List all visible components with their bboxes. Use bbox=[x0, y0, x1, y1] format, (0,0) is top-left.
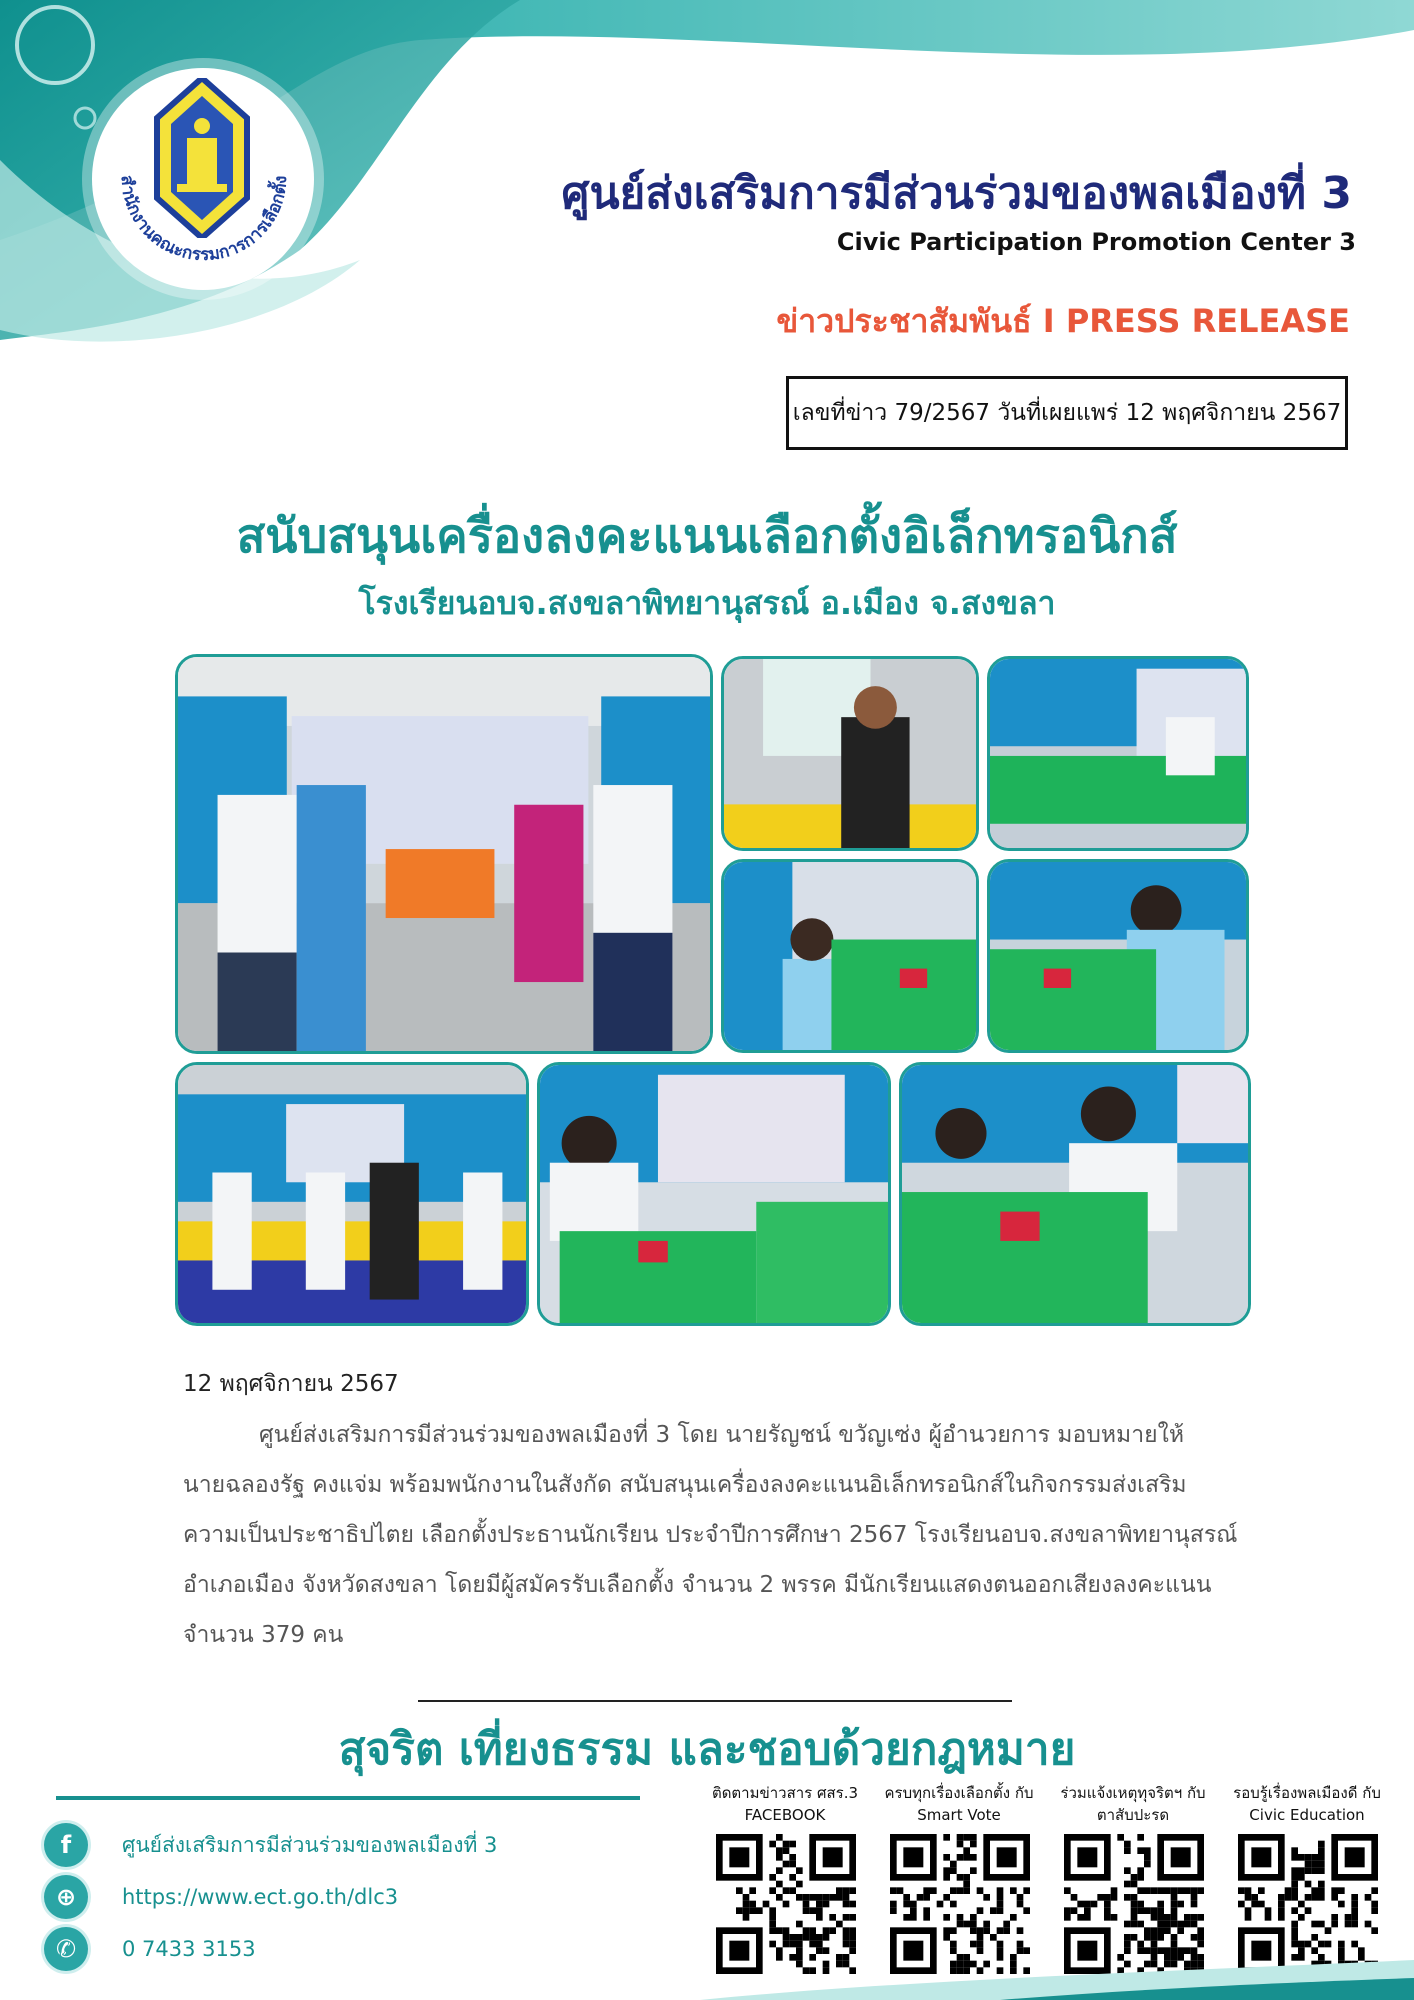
contact-website[interactable] bbox=[44, 1874, 398, 1920]
footer-wave bbox=[0, 1960, 1414, 2000]
article-line: อำเภอเมือง จังหวัดสงขลา โดยมีผู้สมัครรับเลือกตั้ง จำนวน 2 พรรค มีนักเรียนแสดงตนออกเสียงลงคะแนน bbox=[183, 1572, 1212, 1598]
photo-girl-at-booth bbox=[721, 859, 979, 1053]
qr-code-facebook[interactable] bbox=[716, 1834, 856, 1974]
qr-label-line: Smart Vote bbox=[917, 1806, 1001, 1824]
article-line: ความเป็นประชาธิปไตย เลือกตั้งประธานนักเรียน ประจำปีการศึกษา 2567 โรงเรียนอบจ.สงขลาพิทยานุสรณ์ bbox=[183, 1522, 1238, 1548]
article-line: นายฉลองรัฐ คงแจ่ม พร้อมพนักงานในสังกัด สนับสนุนเครื่องลงคะแนนอิเล็กทรอนิกส์ในกิจกรรมส่งเสริม bbox=[183, 1472, 1187, 1498]
article-line: จำนวน 379 คน bbox=[183, 1622, 344, 1648]
globe-icon: ⊕ bbox=[44, 1875, 88, 1919]
center-name-thai: ศูนย์ส่งเสริมการมีส่วนร่วมของพลเมืองที่ 3 bbox=[561, 168, 1352, 219]
svg-text:สำนักงานคณะกรรมการการเลือกตั้ง: สำนักงานคณะกรรมการการเลือกตั้ง bbox=[116, 174, 292, 266]
photo-group-with-voting-machine bbox=[175, 654, 713, 1054]
qr-label-line: ครบทุกเรื่องเลือกตั้ง กับ bbox=[884, 1784, 1034, 1802]
qr-label-line: ตาสับปะรด bbox=[1096, 1806, 1170, 1824]
logo-ring-text bbox=[92, 68, 314, 290]
photo-presenter-with-microphone bbox=[721, 656, 979, 851]
footer-divider bbox=[56, 1796, 640, 1800]
article-line: ศูนย์ส่งเสริมการมีส่วนร่วมของพลเมืองที่ 3 โดย นายรัญชน์ ขวัญเซ่ง ผู้อำนวยการ มอบหมายให้ bbox=[259, 1422, 1184, 1448]
qr-label-line: FACEBOOK bbox=[744, 1806, 826, 1824]
article-date: 12 พฤศจิกายน 2567 bbox=[183, 1371, 399, 1397]
qr-label-ta-sapparod bbox=[1048, 1782, 1218, 1826]
contact-facebook[interactable] bbox=[44, 1822, 497, 1868]
qr-label-facebook bbox=[700, 1782, 870, 1826]
phone-icon: ✆ bbox=[44, 1927, 88, 1971]
news-number: เลขที่ข่าว 79/2567 วันที่เผยแพร่ 12 พฤศจิกายน 2567 bbox=[792, 400, 1342, 426]
qr-code-civic-education[interactable] bbox=[1238, 1834, 1378, 1974]
qr-label-line: ติดตามข่าวสาร ศสร.3 bbox=[711, 1784, 859, 1802]
article-body bbox=[183, 1410, 1243, 1660]
qr-code-smart-vote[interactable] bbox=[890, 1834, 1030, 1974]
photo-students-on-stage bbox=[175, 1062, 529, 1326]
press-release-label: ข่าวประชาสัมพันธ์ I PRESS RELEASE bbox=[776, 302, 1350, 340]
headline-subtitle: โรงเรียนอบจ.สงขลาพิทยานุสรณ์ อ.เมือง จ.สงขลา bbox=[358, 584, 1056, 622]
contact-text: https://www.ect.go.th/dlc3 bbox=[122, 1885, 399, 1909]
qr-code-ta-sapparod[interactable] bbox=[1064, 1834, 1204, 1974]
photo-boy-at-booth bbox=[987, 859, 1249, 1053]
qr-label-smart-vote bbox=[874, 1782, 1044, 1826]
qr-label-line: รอบรู้เรื่องพลเมืองดี กับ bbox=[1233, 1784, 1381, 1802]
qr-label-line: ร่วมแจ้งเหตุทุจริตฯ กับ bbox=[1060, 1784, 1206, 1802]
qr-label-line: Civic Education bbox=[1249, 1806, 1365, 1824]
contact-text: ศูนย์ส่งเสริมการมีส่วนร่วมของพลเมืองที่ 3 bbox=[122, 1832, 498, 1857]
photo-students-voting-row bbox=[987, 656, 1249, 851]
contact-text: 0 7433 3153 bbox=[122, 1937, 256, 1961]
center-name-english: Civic Participation Promotion Center 3 bbox=[836, 228, 1356, 256]
news-number-box bbox=[786, 376, 1348, 450]
photo-boys-at-voting-machines bbox=[899, 1062, 1251, 1326]
motto: สุจริต เที่ยงธรรม และชอบด้วยกฎหมาย bbox=[338, 1724, 1076, 1775]
headline-title: สนับสนุนเครื่องลงคะแนนเลือกตั้งอิเล็กทรอนิกส์ bbox=[236, 509, 1178, 564]
photo-students-voting-closeup bbox=[537, 1062, 891, 1326]
qr-label-civic-education bbox=[1222, 1782, 1392, 1826]
divider bbox=[418, 1700, 1012, 1702]
facebook-icon: f bbox=[44, 1823, 88, 1867]
